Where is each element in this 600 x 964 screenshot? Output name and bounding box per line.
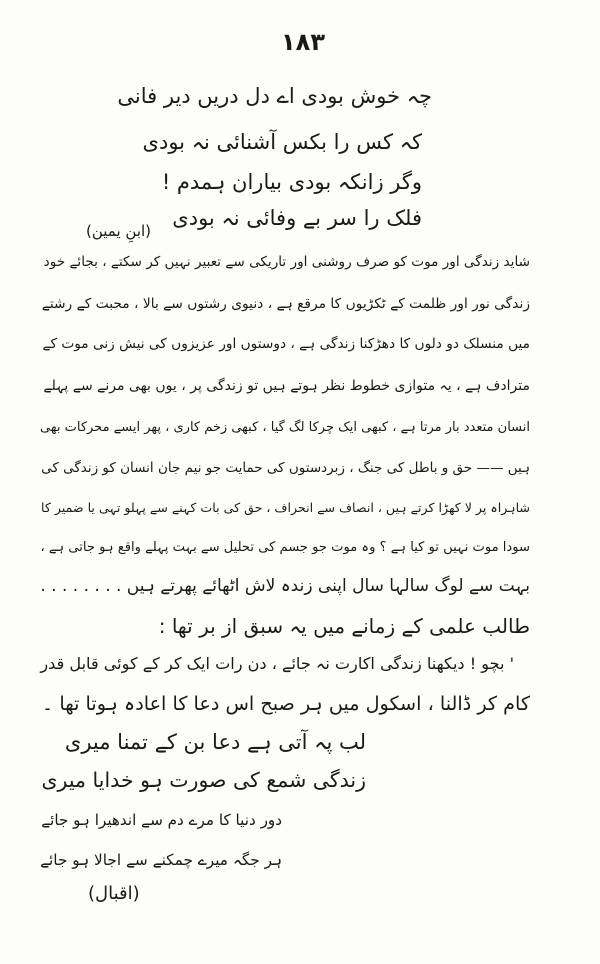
- paragraph-line: مترادف ہے ، یہ متوازی خطوط نظر ہوتے ہیں تو زندگی پر ، یوں بھی مرنے سے پہلے: [43, 378, 530, 394]
- paragraph-line: سودا موت نہیں تو کیا ہے ؟ وہ موت جو جسم کی تحلیل سے بہت پہلے واقع ہو جاتی ہے ،: [40, 540, 530, 555]
- verse-line: فلک را سر بے وفائی نہ بودی: [172, 206, 422, 230]
- lesson-line: کام کر ڈالنا ، اسکول میں ہر صبح اس دعا کا اعادہ ہوتا تھا ۔: [42, 692, 530, 715]
- verse-line: کہ کس را بکس آشنائی نہ بودی: [142, 130, 422, 154]
- paragraph-line: شاہراہ پر لا کھڑا کرتے ہیں ، انصاف سے انحراف ، حق کی بات کہنے سے پہلو تہی یا ضمیر کا: [41, 500, 530, 515]
- verse-line: زندگی شمع کی صورت ہو خدایا میری: [41, 768, 366, 792]
- verse-line: ہر جگہ میرے چمکنے سے اجالا ہو جائے: [40, 851, 282, 869]
- paragraph-line: انسان متعدد بار مرتا ہے ، کبھی ایک چرکا لگ گیا ، کبھی زخم کاری ، پھر ایسے محرکات بھی: [40, 420, 530, 435]
- verse-line: وگر زانکہ بودی بیاران ہمدم !: [161, 170, 422, 194]
- paragraph-line: زندگی نور اور ظلمت کے ٹکڑیوں کا مرقع ہے ، دنیوی رشتوں سے بالا ، محبت کے رشتے: [41, 296, 530, 312]
- lesson-line: طالب علمی کے زمانے میں یہ سبق از بر تھا :: [158, 614, 530, 638]
- paragraph-line: ہیں —— حق و باطل کی جنگ ، زبردستوں کی حمایت جو نیم جان انسان کو زندگی کی: [41, 460, 530, 476]
- paragraph-line: بہت سے لوگ سالہا سال اپنی زندہ لاش اٹھائے پھرتے ہیں . . . . . . . .: [40, 576, 530, 596]
- verse-attribution: (ابنِ یمین): [86, 222, 152, 240]
- verse-attribution: (اقبال): [88, 883, 140, 904]
- lesson-line: ' بچو ! دیکھنا زندگی اکارت نہ جائے ، دن رات ایک کر کے کوئی قابل قدر: [40, 654, 514, 673]
- verse-line: دور دنیا کا مرے دم سے اندھیرا ہو جائے: [41, 811, 282, 829]
- paragraph-line: میں منسلک دو دلوں کا دھڑکنا زندگی ہے ، دوستوں اور عزیزوں کی نیش زنی موت کے: [42, 336, 530, 352]
- verse-line: لب پہ آتی ہے دعا بن کے تمنا میری: [64, 730, 366, 754]
- page-number: ۱۸۳: [281, 28, 325, 56]
- verse-line: چہ خوش بودی اے دل دریں دیر فانی: [117, 84, 432, 108]
- paragraph-line: شاید زندگی اور موت کو صرف روشنی اور تاریکی سے تعبیر نہیں کر سکتے ، بجائے خود: [43, 254, 530, 270]
